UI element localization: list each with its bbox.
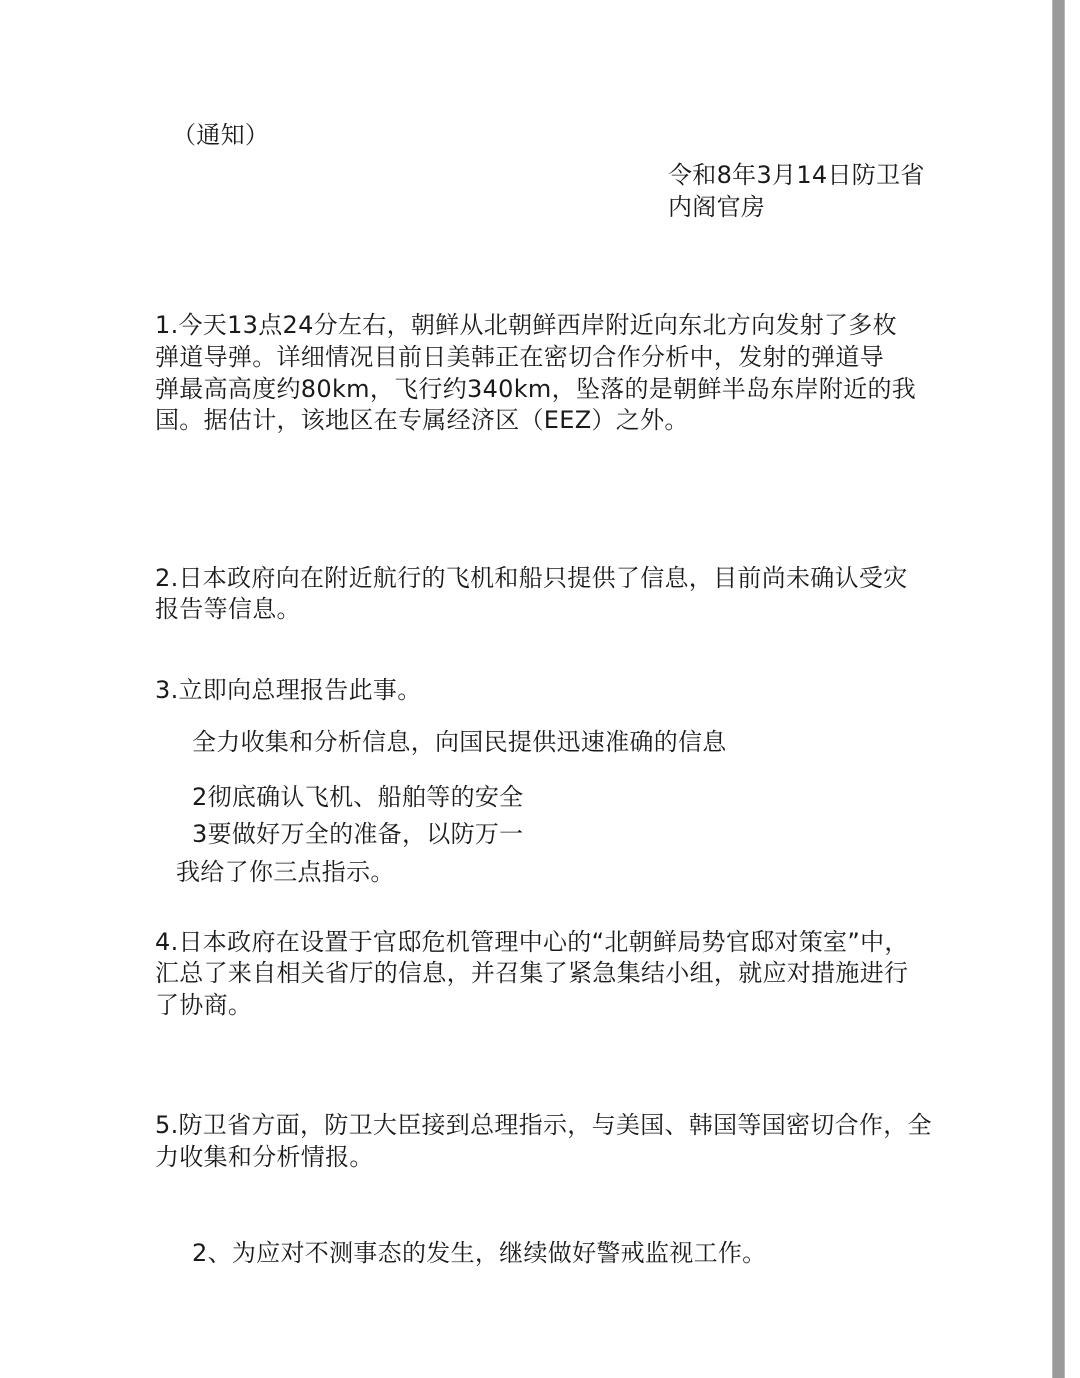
para4-line: 汇总了来自相关省厅的信息，并召集了紧急集结小组，就应对措施进行 [155,959,909,987]
para5-line: 5.防卫省方面，防卫大臣接到总理指示，与美国、韩国等国密切合作，全 [155,1111,932,1139]
office-line: 内阁官房 [668,193,766,221]
para1-line: 1.今天13点24分左右，朝鲜从北朝鲜西岸附近向东北方向发射了多枚 [155,311,897,339]
para3-closing: 我给了你三点指示。 [176,858,395,886]
scrollbar[interactable] [1052,0,1065,1378]
para3-item: 全力收集和分析信息，向国民提供迅速准确的信息 [192,728,727,756]
para2-line: 报告等信息。 [155,595,301,623]
para3-item: 3要做好万全的准备，以防万一 [192,820,524,848]
para3-item: 2彻底确认飞机、船舶等的安全 [192,783,524,811]
para1-line: 弹最高高度约80km，飞行约340km，坠落的是朝鲜半岛东岸附近的我 [155,375,917,403]
para1-line: 弹道导弹。详细情况目前日美韩正在密切合作分析中，发射的弹道导 [155,343,884,371]
date-line: 令和8年3月14日防卫省 [668,161,925,189]
para2-line: 2.日本政府向在附近航行的飞机和船只提供了信息，目前尚未确认受灾 [155,564,908,592]
notice-label: （通知） [172,121,270,149]
para4-line: 4.日本政府在设置于官邸危机管理中心的“北朝鲜局势官邸对策室”中， [155,928,909,956]
para4-line: 了协商。 [155,991,253,1019]
para1-line: 国。据估计，该地区在专属经济区（EEZ）之外。 [155,406,689,434]
para3-title: 3.立即向总理报告此事。 [155,676,422,704]
para6-line: 2、为应对不测事态的发生，继续做好警戒监视工作。 [192,1239,767,1267]
para5-line: 力收集和分析情报。 [155,1143,374,1171]
